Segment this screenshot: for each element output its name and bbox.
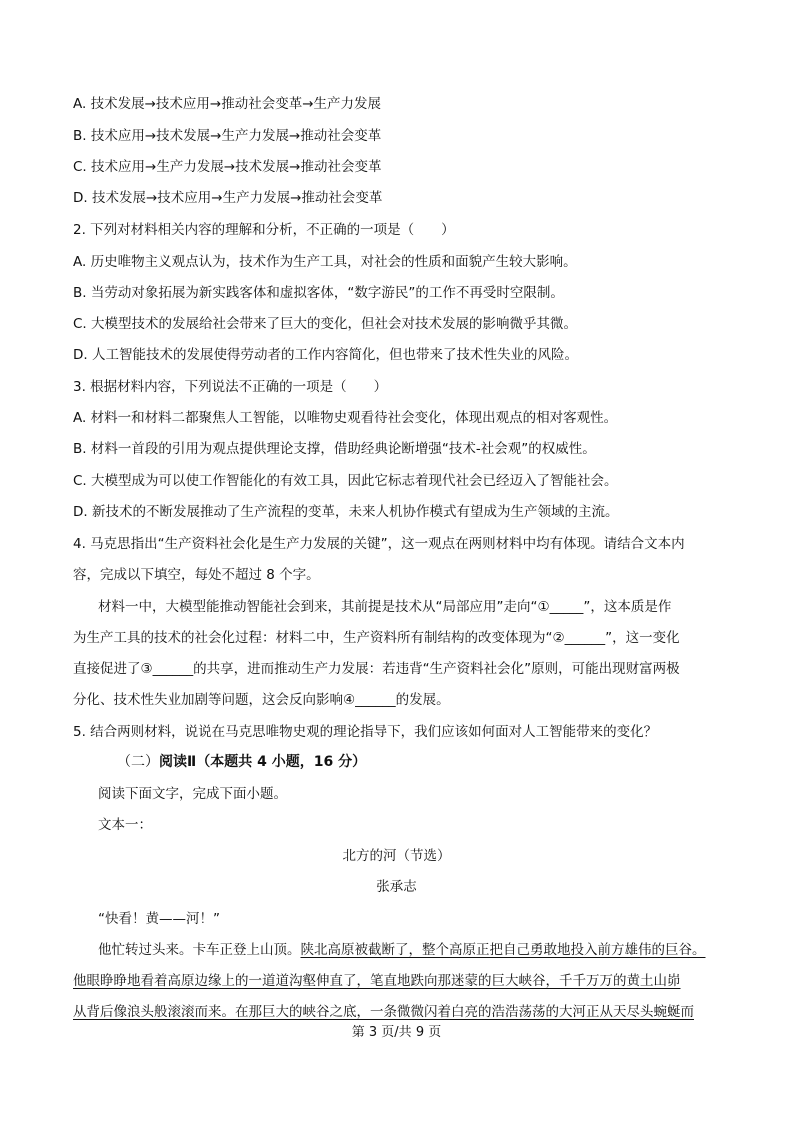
q2-option-b: B. 当劳动对象拓展为新实践客体和虚拟客体，“数字游民”的工作不再受时空限制。 xyxy=(73,285,564,301)
q4-fill-line-4: 分化、技术性失业加剧等问题，这会反向影响④______的发展。 xyxy=(73,692,450,708)
q1-option-a: A. 技术发展→技术应用→推动社会变革→生产力发展 xyxy=(73,96,382,112)
article-line-4 xyxy=(73,1002,733,1022)
article-line-4-underlined: 从背后像浪头般滚滚而来。在那巨大的峡谷之底，一条微微闪着白亮的浩浩荡荡的大河正从天尽头蜿蜒而 xyxy=(73,1004,694,1020)
q5-stem: 5. 结合两则材料，说说在马克思唯物史观的理论指导下，我们应该如何面对人工智能带来的变化？ xyxy=(73,724,658,740)
reading-instruction: 阅读下面文字，完成下面小题。 xyxy=(98,786,287,802)
q2-option-a: A. 历史唯物主义观点认为，技术作为生产工具，对社会的性质和面貌产生较大影响。 xyxy=(73,254,577,270)
article-author: 张承志 xyxy=(376,879,417,895)
article-line-3-underlined: 他眼睁睁地看着高原边缘上的一道道沟壑伸直了，笔直地跌向那迷蒙的巨大峡谷，千千万万的黄土山峁 xyxy=(73,973,681,989)
article-title: 北方的河（节选） xyxy=(342,848,451,864)
article-line-1 xyxy=(98,909,758,929)
article-line-2-underlined: 陕北高原被截断了，整个高原正把自己勇敢地投入前方雄伟的巨谷。 xyxy=(300,942,706,958)
text-one-label: 文本一： xyxy=(98,817,152,833)
q1-option-b: B. 技术应用→技术发展→生产力发展→推动社会变革 xyxy=(73,128,382,144)
q3-option-c: C. 大模型成为可以使工作智能化的有效工具，因此它标志着现代社会已经迈入了智能社会。 xyxy=(73,473,618,489)
q4-stem-line-1: 4. 马克思指出“生产资料社会化是生产力发展的关键”，这一观点在两则材料中均有体现。请结合文本内 xyxy=(73,536,685,552)
q4-fill-line-2: 为生产工具的技术的社会化过程：材料二中，生产资料所有制结构的改变体现为“②______”，这一变化 xyxy=(73,630,680,646)
q1-option-d: D. 技术发展→技术应用→生产力发展→推动社会变革 xyxy=(73,190,383,206)
q3-stem: 3. 根据材料内容，下列说法不正确的一项是（ ） xyxy=(73,379,388,395)
q4-fill-line-1: 材料一中，大模型能推动智能社会到来，其前提是技术从“局部应用”走向“①_____”，这本质是作 xyxy=(98,599,672,615)
q3-option-a: A. 材料一和材料二都聚焦人工智能，以唯物史观看待社会变化，体现出观点的相对客观性。 xyxy=(73,410,618,426)
q1-option-c: C. 技术应用→生产力发展→技术发展→推动社会变革 xyxy=(73,159,382,175)
q3-option-b: B. 材料一首段的引用为观点提供理论支撑，借助经典论断增强“技术-社会观”的权威性。 xyxy=(73,441,596,457)
article-line-2 xyxy=(98,940,758,960)
section-number: （二） xyxy=(117,754,159,770)
q4-stem-line-2: 容，完成以下填空，每处不超过 8 个字。 xyxy=(73,567,320,583)
article-line-2-plain: 他忙转过头来。卡车正登上山顶。 xyxy=(98,942,301,958)
article-line-3 xyxy=(73,971,733,991)
q2-option-c: C. 大模型技术的发展给社会带来了巨大的变化，但社会对技术发展的影响微乎其微。 xyxy=(73,316,578,332)
section-title: 阅读Ⅱ（本题共 4 小题，16 分） xyxy=(159,754,367,770)
page-footer: 第 3 页/共 9 页 xyxy=(351,1025,442,1040)
article-line-1-plain: “快看！黄——河！” xyxy=(98,911,220,927)
q3-option-d: D. 新技术的不断发展推动了生产流程的变革，未来人机协作模式有望成为生产领域的主流。 xyxy=(73,504,619,520)
q4-fill-line-3: 直接促进了③______的共享，进而推动生产力发展：若违背“生产资料社会化”原则，可能出现财富两极 xyxy=(73,661,680,677)
q2-stem: 2. 下列对材料相关内容的理解和分析，不正确的一项是（ ） xyxy=(73,222,455,238)
q2-option-d: D. 人工智能技术的发展使得劳动者的工作内容简化，但也带来了技术性失业的风险。 xyxy=(73,347,578,363)
section-heading xyxy=(117,752,777,772)
